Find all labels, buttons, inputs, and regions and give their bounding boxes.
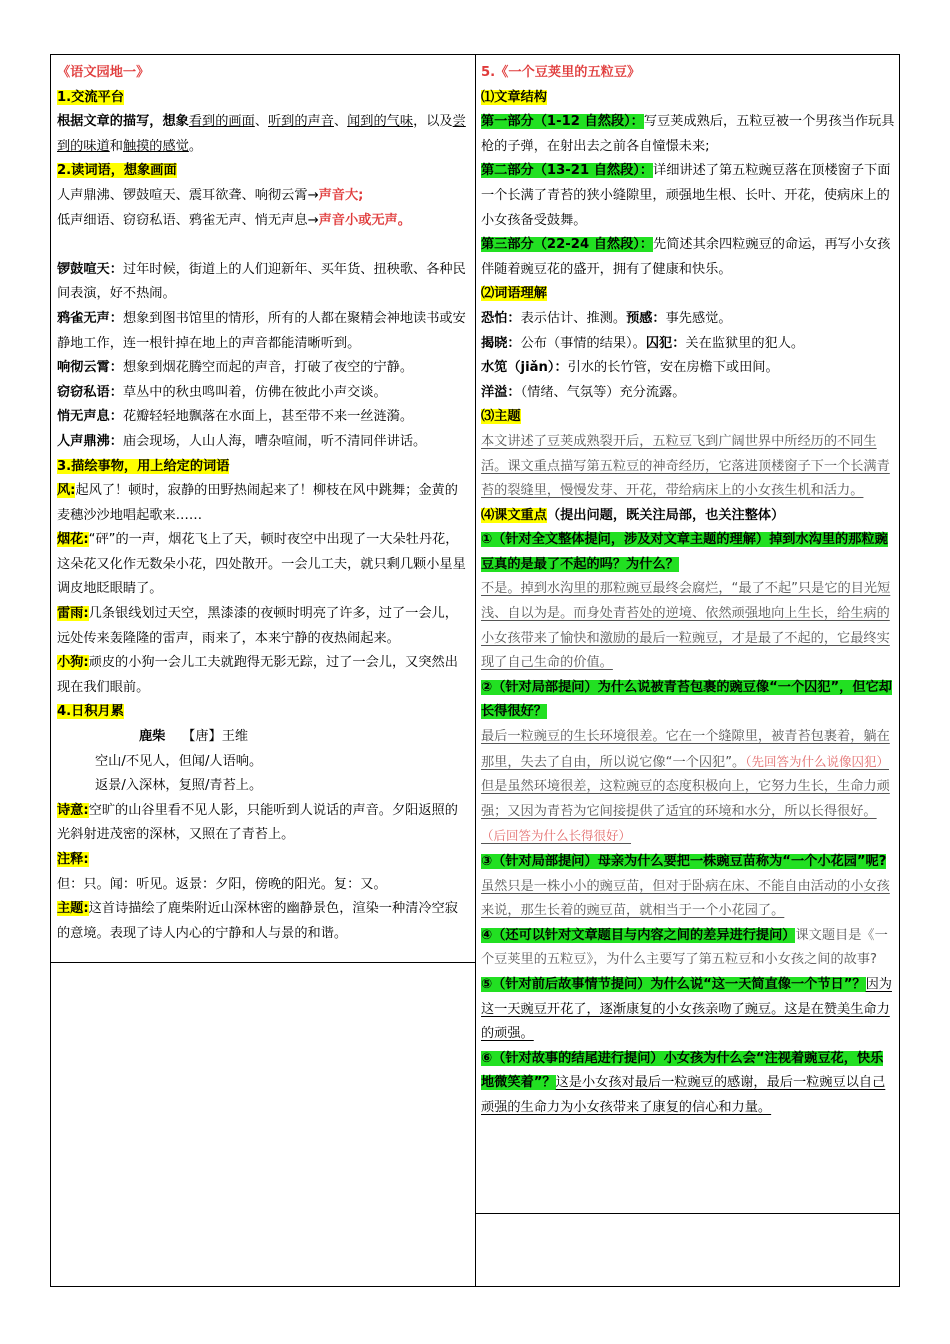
s3-heading: 3.描绘事物，用上给定的词语	[57, 458, 230, 474]
structure-part: 第二部分（13-21 自然段）：详细讲述了第五粒豌豆落在顶楼窗子下面一个长满了青苔的狭小缝隙里，顽强地生根、长叶、开花，使病床上的小女孩备受鼓舞。	[481, 163, 891, 228]
structure-part: 第三部分（22-24 自然段）：先简述其余四粒豌豆的命运，再写小女孩伴随着豌豆花的盛开，拥有了健康和快乐。	[481, 237, 891, 277]
left-divider	[51, 962, 475, 963]
right-title: 5.《一个豆荚里的五粒豆》	[481, 65, 641, 80]
right-column	[475, 55, 899, 1286]
right-cell	[481, 61, 895, 1121]
right-divider	[475, 1213, 899, 1214]
structure-part: 第一部分（1-12 自然段）：写豆荚成熟后，五粒豆被一个男孩当作玩具枪的子弹，在射出去之前各自憧憬未来;	[481, 114, 895, 154]
left-cell	[57, 61, 471, 946]
question-4: ④（还可以针对文章题目与内容之间的差异进行提问）课文题目是《一个豆荚里的五粒豆》，为什么主要写了第五粒豆和小女孩之间的故事?	[481, 927, 888, 968]
word-item: 窃窃私语：草丛中的秋虫鸣叫着，仿佛在彼此小声交谈。	[57, 384, 387, 400]
theme-heading: ⑶主题	[481, 409, 521, 425]
question-2: ②（针对局部提问）为什么说被青苔包裹的豌豆像“一个囚犯”，但它却长得很好？	[481, 679, 892, 720]
answer-1: 不是。掉到水沟里的那粒豌豆最终会腐烂，“最了不起”只是它的目光短浅、自以为是。而身处青苔处的逆境、依然顽强地向上生长，给生病的小女孩带来了愉快和激励的最后一粒豌豆，才是最了不起的，它最终实现了自己生命的价值。	[481, 581, 891, 671]
word-item: 人声鼎沸：庙会现场，人山人海，嘈杂喧闹，听不清同伴讲话。	[57, 433, 427, 449]
vocab-line: 恐怕：表示估计、推测。预感：事先感觉。	[481, 310, 732, 326]
poem-theme: 主题:这首诗描绘了鹿柴附近山深林密的幽静景色，渲染一种清冷空寂的意境。表现了诗人内心的宁静和人与景的和谐。	[57, 901, 458, 941]
word-item: 响彻云霄：想象到烟花腾空而起的声音，打破了夜空的宁静。	[57, 360, 414, 376]
answer-2: 最后一粒豌豆的生长环境很差。它在一个缝隙里，被青苔包裹着，躺在那里，失去了自由，所以说它像“一个囚犯”。（先回答为什么说像囚犯）但是虽然环境很差，这粒豌豆的态度积极向上，它努力生长，生命力顽强；又因为青苔为它间接提供了适宜的环境和水分，所以长得很好。（后回答为什么长得很好）	[481, 729, 890, 844]
question-3: ③（针对局部提问）母亲为什么要把一株豌豆苗称为“一个小花园”呢?	[481, 854, 887, 869]
s2-line1: 人声鼎沸、锣鼓喧天、震耳欲聋、响彻云霄→声音大;	[57, 187, 364, 203]
poem-notes-label: 注释:	[57, 852, 89, 867]
question-1: ①（针对全文整体提问，涉及对文章主题的理解）掉到水沟里的那粒豌豆真的是最了不起的吗？为什么？	[481, 532, 888, 572]
key-heading: ⑷课文重点（提出问题，既关注局部，也关注整体）	[481, 507, 785, 523]
question-5: ⑤（针对前后故事情节提问）为什么说“这一天简直像一个节日”？因为这一天豌豆开花了，逐渐康复的小女孩亲吻了豌豆。这是在赞美生命力的顽强。	[481, 976, 892, 1042]
s3-item: 烟花:“砰”的一声，烟花飞上了天，顿时夜空中出现了一大朵牡丹花，这朵花又化作无数朵小花，四处散开。一会儿工夫，就只剩几颗小星星调皮地眨眼睛了。	[57, 532, 466, 597]
word-item: 悄无声息：花瓣轻轻地飘落在水面上，甚至带不来一丝涟漪。	[57, 409, 414, 425]
s3-item: 小狗:顽皮的小狗一会儿工夫就跑得无影无踪，过了一会儿，又突然出现在我们眼前。	[57, 655, 458, 695]
poem-title-line: 鹿柴 【唐】王维	[139, 729, 249, 745]
s3-item: 风:起风了！顿时，寂静的田野热闹起来了！柳枝在风中跳舞；金黄的麦穗沙沙地唱起歌来……	[57, 483, 458, 523]
question-6: ⑥（针对故事的结尾进行提问）小女孩为什么会“注视着豌豆花，快乐地微笑着”？这是小女孩对最后一粒豌豆的感谢，最后一粒豌豆以自己顽强的生命力为小女孩带来了康复的信心和力量。	[481, 1050, 886, 1115]
s3-item: 雷雨:几条银线划过天空，黑漆漆的夜顿时明亮了许多，过了一会儿，远处传来轰隆隆的雷声，雨来了，本来宁静的夜热闹起来。	[57, 606, 458, 646]
vocab-line: 揭晓：公布（事情的结果）。囚犯：关在监狱里的犯人。	[481, 335, 805, 351]
left-column	[51, 55, 476, 1286]
left-title: 《语文园地一》	[57, 65, 150, 80]
s1-heading: 1.交流平台	[57, 89, 124, 105]
s4-heading: 4.日积月累	[57, 704, 124, 720]
answer-3: 虽然只是一株小小的豌豆苗，但对于卧病在床、不能自由活动的小女孩来说，那生长着的豌豆苗，就相当于一个小花园了。	[481, 878, 890, 919]
word-item: 鸦雀无声：想象到图书馆里的情形，所有的人都在聚精会神地读书或安静地工作，连一根针掉在地上的声音都能清晰听到。	[57, 310, 466, 351]
theme-text: 本文讲述了豆荚成熟裂开后，五粒豆飞到广阔世界中所经历的不同生活。课文重点描写第五粒豆的神奇经历，它落进顶楼窗子下一个长满青苔的裂缝里，慢慢发芽、开花，带给病床上的小女孩生机和活力。	[481, 433, 890, 499]
s2-heading: 2.读词语，想象画面	[57, 163, 177, 179]
vocab-line: 洋溢：（情绪、气氛等）充分流露。	[481, 384, 686, 400]
s1-paragraph: 根据文章的描写，想象看到的画面、听到的声音、闻到的气味，以及尝到的味道和触摸的感觉。	[57, 114, 466, 154]
spacer	[57, 233, 471, 258]
word-item: 锣鼓喧天：过年时候，街道上的人们迎新年、买年货、扭秧歌、各种民间表演，好不热闹。	[57, 261, 466, 302]
document-page	[50, 54, 900, 1287]
vocab-heading: ⑵词语理解	[481, 286, 547, 302]
vocab-line: 水笕（jiǎn）：引水的长竹管，安在房檐下或田间。	[481, 360, 779, 376]
poem-notes: 但：只。闻：听见。返景：夕阳，傍晚的阳光。复：又。	[57, 876, 387, 892]
s2-line2: 低声细语、窃窃私语、鸦雀无声、悄无声息→声音小或无声。	[57, 212, 411, 228]
poem-line: 空山/不见人，但闻/人语响。	[95, 753, 263, 769]
structure-heading: ⑴文章结构	[481, 89, 547, 105]
poem-meaning: 诗意:空旷的山谷里看不见人影，只能听到人说话的声音。夕阳返照的光斜射进茂密的深林，又照在了青苔上。	[57, 802, 458, 843]
poem-line: 返景/入深林，复照/青苔上。	[95, 778, 263, 794]
